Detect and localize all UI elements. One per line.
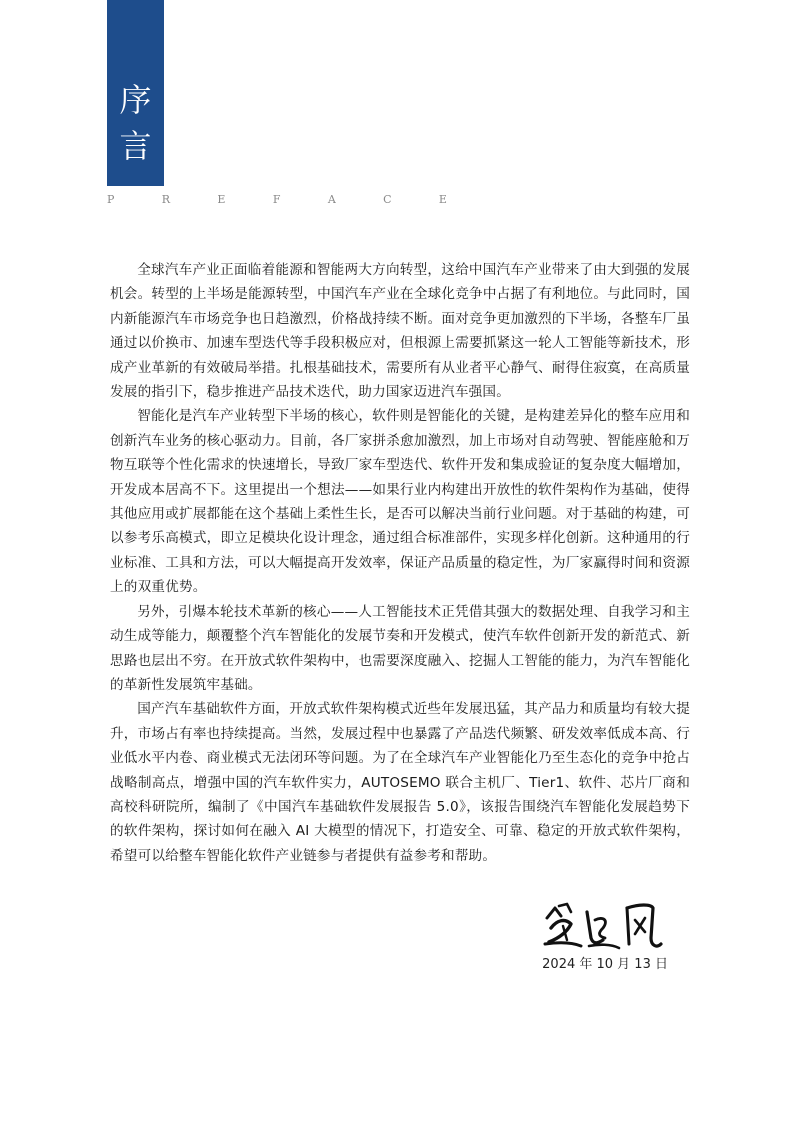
subtitle-letter: R bbox=[161, 193, 171, 206]
title-char-1: 序 bbox=[119, 81, 152, 119]
handwritten-signature bbox=[541, 898, 665, 954]
preface-subtitle bbox=[107, 192, 447, 208]
subtitle-letter: F bbox=[272, 193, 281, 206]
preface-body bbox=[110, 258, 690, 868]
paragraph-3: 另外，引爆本轮技术革新的核心——人工智能技术正凭借其强大的数据处理、自我学习和主动生成等能力，颠覆整个汽车智能化的发展节奏和开发模式，使汽车软件创新开发的新范式、新思路也层出不穷。在开放式软件架构中，也需要深度融入、挖掘人工智能的能力，为汽车智能化的革新性发展筑牢基础。 bbox=[110, 603, 690, 693]
signature-date: 2024 年 10 月 13 日 bbox=[542, 957, 668, 972]
subtitle-letter: E bbox=[438, 193, 447, 206]
subtitle-letter: P bbox=[107, 193, 115, 206]
paragraph-2: 智能化是汽车产业转型下半场的核心，软件则是智能化的关键，是构建差异化的整车应用和创新汽车业务的核心驱动力。目前，各厂家拼杀愈加激烈，加上市场对自动驾驶、智能座舱和万物互联等个性化需求的快速增长，导致厂家车型迭代、软件开发和集成验证的复杂度大幅增加，开发成本居高不下。这里提出一个想法——如果行业内构建出开放性的软件架构作为基础，使得其他应用或扩展都能在这个基础上柔性生长，是否可以解决当前行业问题。对于基础的构建，可以参考乐高模式，即立足模块化设计理念，通过组合标准部件，实现多样化创新。这种通用的行业标准、工具和方法，可以大幅提高开发效率，保证产品质量的稳定性，为厂家赢得时间和资源上的双重优势。 bbox=[110, 408, 690, 596]
subtitle-letter: E bbox=[217, 193, 226, 206]
title-char-2: 言 bbox=[119, 127, 152, 165]
subtitle-letter: C bbox=[383, 193, 392, 206]
paragraph-1: 全球汽车产业正面临着能源和智能两大方向转型，这给中国汽车产业带来了由大到强的发展机会。转型的上半场是能源转型，中国汽车产业在全球化竞争中占据了有利地位。与此同时，国内新能源汽车市场竞争也日趋激烈，价格战持续不断。面对竞争更加激烈的下半场，各整车厂虽通过以价换市、加速车型迭代等手段积极应对，但根源上需要抓紧这一轮人工智能等新技术，形成产业革新的有效破局举措。扎根基础技术，需要所有从业者平心静气、耐得住寂寞，在高质量发展的指引下，稳步推进产品技术迭代，助力国家迈进汽车强国。 bbox=[110, 262, 690, 401]
subtitle-letter: A bbox=[327, 193, 336, 206]
paragraph-4: 国产汽车基础软件方面，开放式软件架构模式近些年发展迅猛，其产品力和质量均有较大提升，市场占有率也持续提高。当然，发展过程中也暴露了产品迭代频繁、研发效率低成本高、行业低水平内卷、商业模式无法闭环等问题。为了在全球汽车产业智能化乃至生态化的竞争中抢占战略制高点，增强中国的汽车软件实力，AUTOSEMO 联合主机厂、Tier1、软件、芯片厂商和高校科研院所，编制了《中国汽车基础软件发展报告 5.0》，该报告围绕汽车智能化发展趋势下的软件架构，探讨如何在融入 AI 大模型的情况下，打造安全、可靠、稳定的开放式软件架构，希望可以给整车智能化软件产业链参与者提供有益参考和帮助。 bbox=[110, 701, 690, 864]
title-band bbox=[107, 0, 164, 186]
